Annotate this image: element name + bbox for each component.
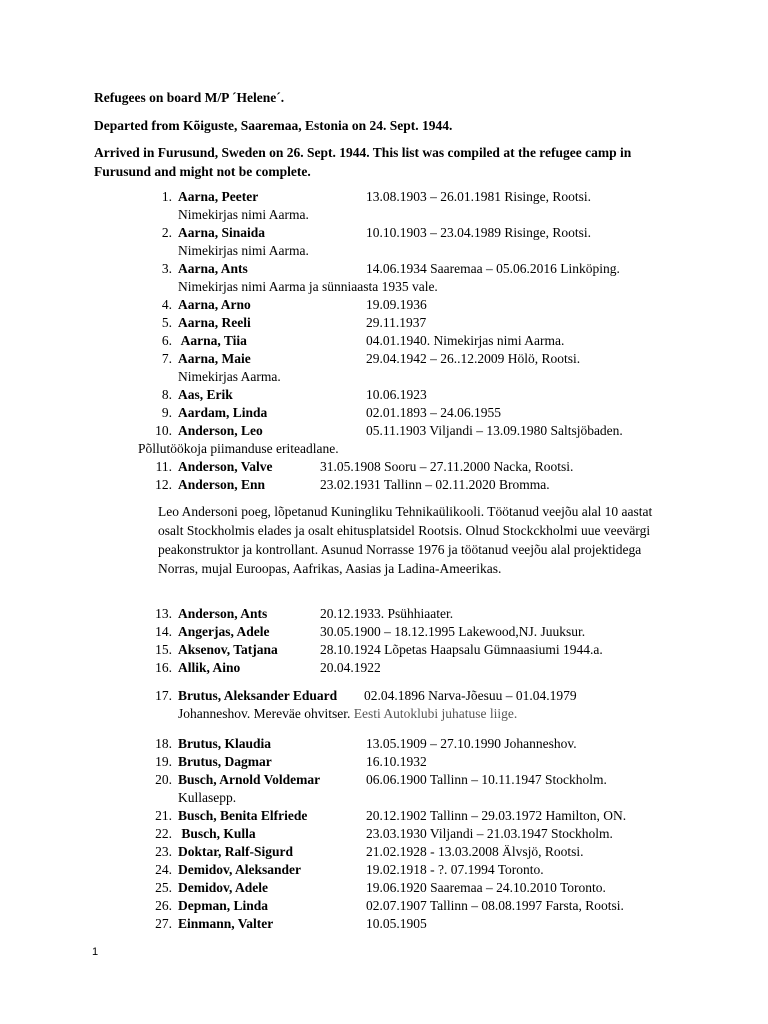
entry-name: Aarna, Peeter [178,189,259,204]
entry-number: 20. [155,772,172,787]
entry-name: Busch, Benita Elfriede [178,808,308,823]
entry-info: 20.04.1922 [320,660,381,675]
entry-note: Kullasepp. [178,790,237,805]
entry-note: Nimekirjas nimi Aarma. [178,243,309,258]
entry-number: 7. [161,351,172,366]
entry-name: Allik, Aino [178,660,241,675]
entry-note-highlight: Eesti Autoklubi juhatuse liige. [353,706,518,721]
entry-info: 16.10.1932 [366,754,427,769]
entry-number: 26. [155,898,172,913]
entry-number: 11. [155,459,172,474]
entry-name: Anderson, Leo [178,423,263,438]
entry-note-text: Johanneshov. Mereväe ohvitser. [178,706,351,721]
entry-number: 1. [161,189,172,204]
entry-name: Aarna, Sinaida [178,225,266,240]
entry-number: 17. [155,688,172,703]
entry-number: 25. [155,880,172,895]
entry-name: Anderson, Ants [178,606,268,621]
entry-name: Busch, Arnold Voldemar [178,772,321,787]
entry-info: 05.11.1903 Viljandi – 13.09.1980 Saltsjöbaden. [366,423,623,438]
entry-number: 22. [155,826,172,841]
entry-name: Aarna, Maie [178,351,251,366]
entry-note: Põllutöökoja piimanduse eriteadlane. [138,441,339,456]
entry-name: Aarna, Tiia [178,333,247,348]
entry-note: Nimekirjas nimi Aarma ja sünniaasta 1935 vale. [178,279,438,294]
entry-number: 15. [155,642,172,657]
entry-info: 19.09.1936 [366,297,427,312]
entry-number: 19. [155,754,172,769]
entry-name: Aarna, Reeli [178,315,251,330]
entry-number: 23. [155,844,172,859]
entry-info: 29.11.1937 [366,315,427,330]
entry-number: 16. [155,660,172,675]
entry-name: Brutus, Aleksander Eduard [178,688,338,703]
entry-number: 27. [155,916,172,931]
entry-number: 3. [161,261,172,276]
entry-number: 21. [155,808,172,823]
entry-info: 20.12.1902 Tallinn – 29.03.1972 Hamilton, ON. [366,808,627,823]
entry-name: Aas, Erik [178,387,233,402]
entry-info: 10.05.1905 [366,916,427,931]
entry-number: 13. [155,606,172,621]
entry-info: 29.04.1942 – 26..12.2009 Hölö, Rootsi. [366,351,581,366]
entry-name: Aardam, Linda [178,405,268,420]
entry-info: 13.08.1903 – 26.01.1981 Risinge, Rootsi. [366,189,592,204]
enn-biography: Leo Andersoni poeg, lõpetanud Kuningliku Tehnikaülikooli. Töötanud veejõu alal 10 aastat osalt Stockholmis elades ja osalt ehitusplatsidel Rootsis. Olnud Stockckholmi uue veevärgi peakonstruktor ja kontrollant. Asunud Norrasse 1976 ja töötanud veejõu alal projektidega Norras, mujal Euroopas, Aafrikas, Aasias ja Ladina-Ameerikas. [158,504,653,576]
entry-info: 19.02.1918 - ?. 07.1994 Toronto. [366,862,544,877]
entry-name: Aarna, Arno [178,297,251,312]
entry-info: 02.07.1907 Tallinn – 08.08.1997 Farsta, Rootsi. [366,898,624,913]
entry-info: 21.02.1928 - 13.03.2008 Älvsjö, Rootsi. [366,844,584,859]
entry-number: 24. [155,862,172,877]
entry-number: 5. [161,315,172,330]
entry-name: Doktar, Ralf-Sigurd [178,844,294,859]
entry-number: 4. [161,297,172,312]
entry-info: 31.05.1908 Sooru – 27.11.2000 Nacka, Rootsi. [320,459,574,474]
entry-name: Anderson, Valve [178,459,273,474]
entry-note: Nimekirjas Aarma. [178,369,281,384]
page-number: 1 [92,946,99,958]
entry-info: 30.05.1900 – 18.12.1995 Lakewood,NJ. Juuksur. [320,624,586,639]
entry-number: 6. [161,333,172,348]
departed-line: Departed from Kõiguste, Saaremaa, Estonia on 24. Sept. 1944. [94,118,453,133]
entry-info: 14.06.1934 Saaremaa – 05.06.2016 Linköping. [366,261,620,276]
entry-name: Brutus, Dagmar [178,754,272,769]
entry-name: Demidov, Aleksander [178,862,302,877]
entry-name: Depman, Linda [178,898,269,913]
entry-note [178,705,517,723]
entry-name: Anderson, Enn [178,477,266,492]
entry-name: Aarna, Ants [178,261,248,276]
entry-number: 9. [161,405,172,420]
entry-info: 02.04.1896 Narva-Jõesuu – 01.04.1979 [364,688,577,703]
entry-name: Einmann, Valter [178,916,274,931]
entry-info: 04.01.1940. Nimekirjas nimi Aarma. [366,333,565,348]
entry-note: Nimekirjas nimi Aarma. [178,207,309,222]
entry-number: 2. [161,225,172,240]
entry-number: 12. [155,477,172,492]
entry-info: 23.02.1931 Tallinn – 02.11.2020 Bromma. [320,477,550,492]
entry-info: 13.05.1909 – 27.10.1990 Johanneshov. [366,736,577,751]
entry-name: Angerjas, Adele [178,624,270,639]
entry-info: 20.12.1933. Psühhiaater. [320,606,454,621]
entry-name: Busch, Kulla [178,826,256,841]
entry-number: 8. [161,387,172,402]
entry-info: 10.06.1923 [366,387,427,402]
entry-number: 10. [155,423,172,438]
entry-name: Aksenov, Tatjana [178,642,278,657]
entry-number: 14. [155,624,172,639]
entry-info: 19.06.1920 Saaremaa – 24.10.2010 Toronto. [366,880,606,895]
entry-info: 23.03.1930 Viljandi – 21.03.1947 Stockholm. [366,826,613,841]
arrived-line: Arrived in Furusund, Sweden on 26. Sept. 1944. This list was compiled at the refugee camp in Furusund and might not be complete. [94,145,632,179]
entry-info: 10.10.1903 – 23.04.1989 Risinge, Rootsi. [366,225,592,240]
entry-name: Demidov, Adele [178,880,268,895]
document-title: Refugees on board M/P ´Helene´. [94,90,285,105]
entry-info: 06.06.1900 Tallinn – 10.11.1947 Stockholm. [366,772,607,787]
entry-name: Brutus, Klaudia [178,736,272,751]
entry-number: 18. [155,736,172,751]
entry-info: 28.10.1924 Lõpetas Haapsalu Gümnaasiumi 1944.a. [320,642,603,657]
entry-info: 02.01.1893 – 24.06.1955 [366,405,501,420]
